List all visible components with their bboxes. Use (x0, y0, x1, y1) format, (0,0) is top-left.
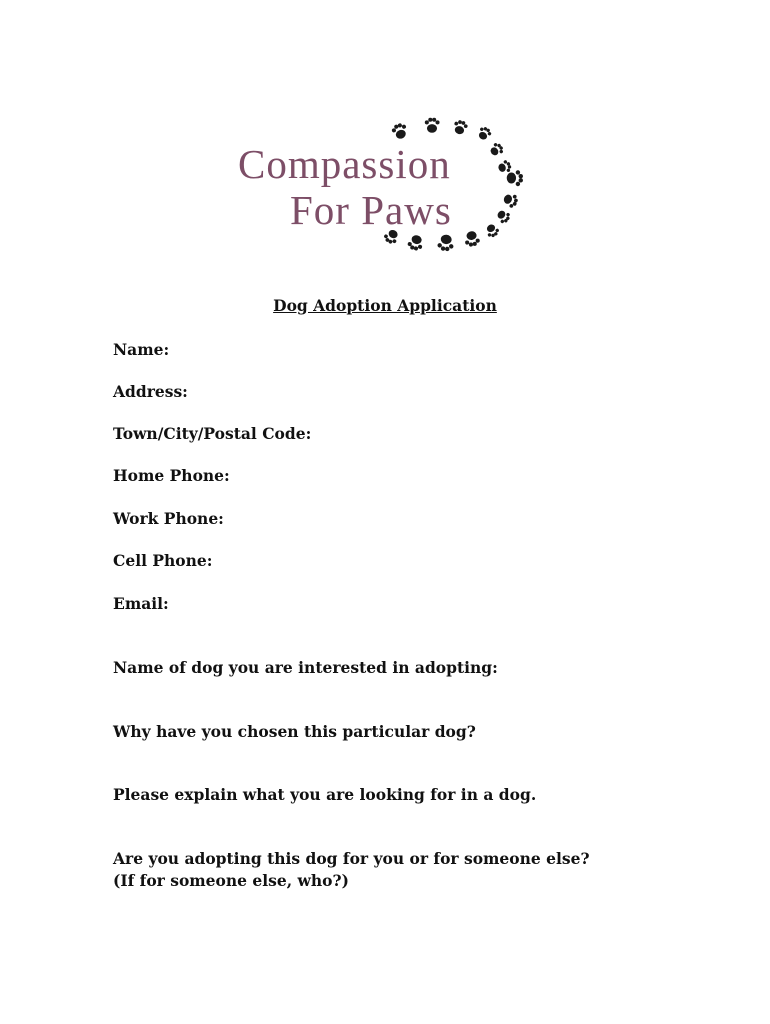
home-phone-label: Home Phone: (113, 466, 230, 485)
compassion-for-paws-logo (232, 112, 532, 262)
town-city-postal-label: Town/City/Postal Code: (113, 424, 312, 443)
work-phone-label: Work Phone: (113, 509, 224, 528)
address-label: Address: (113, 382, 188, 401)
logo-line-1: Compassion (238, 141, 451, 187)
logo-line-2: For Paws (290, 187, 452, 233)
looking-for-question: Please explain what you are looking for in a dog. (113, 785, 537, 804)
dog-name-question: Name of dog you are interested in adopting: (113, 658, 498, 677)
adopting-for-question: Are you adopting this dog for you or for someone else? (113, 849, 590, 868)
cell-phone-label: Cell Phone: (113, 551, 213, 570)
adopting-for-who-question: (If for someone else, who?) (113, 871, 349, 890)
name-label: Name: (113, 340, 170, 359)
page-title: Dog Adoption Application (273, 296, 497, 315)
email-label: Email: (113, 594, 169, 613)
why-this-dog-question: Why have you chosen this particular dog? (113, 722, 476, 741)
